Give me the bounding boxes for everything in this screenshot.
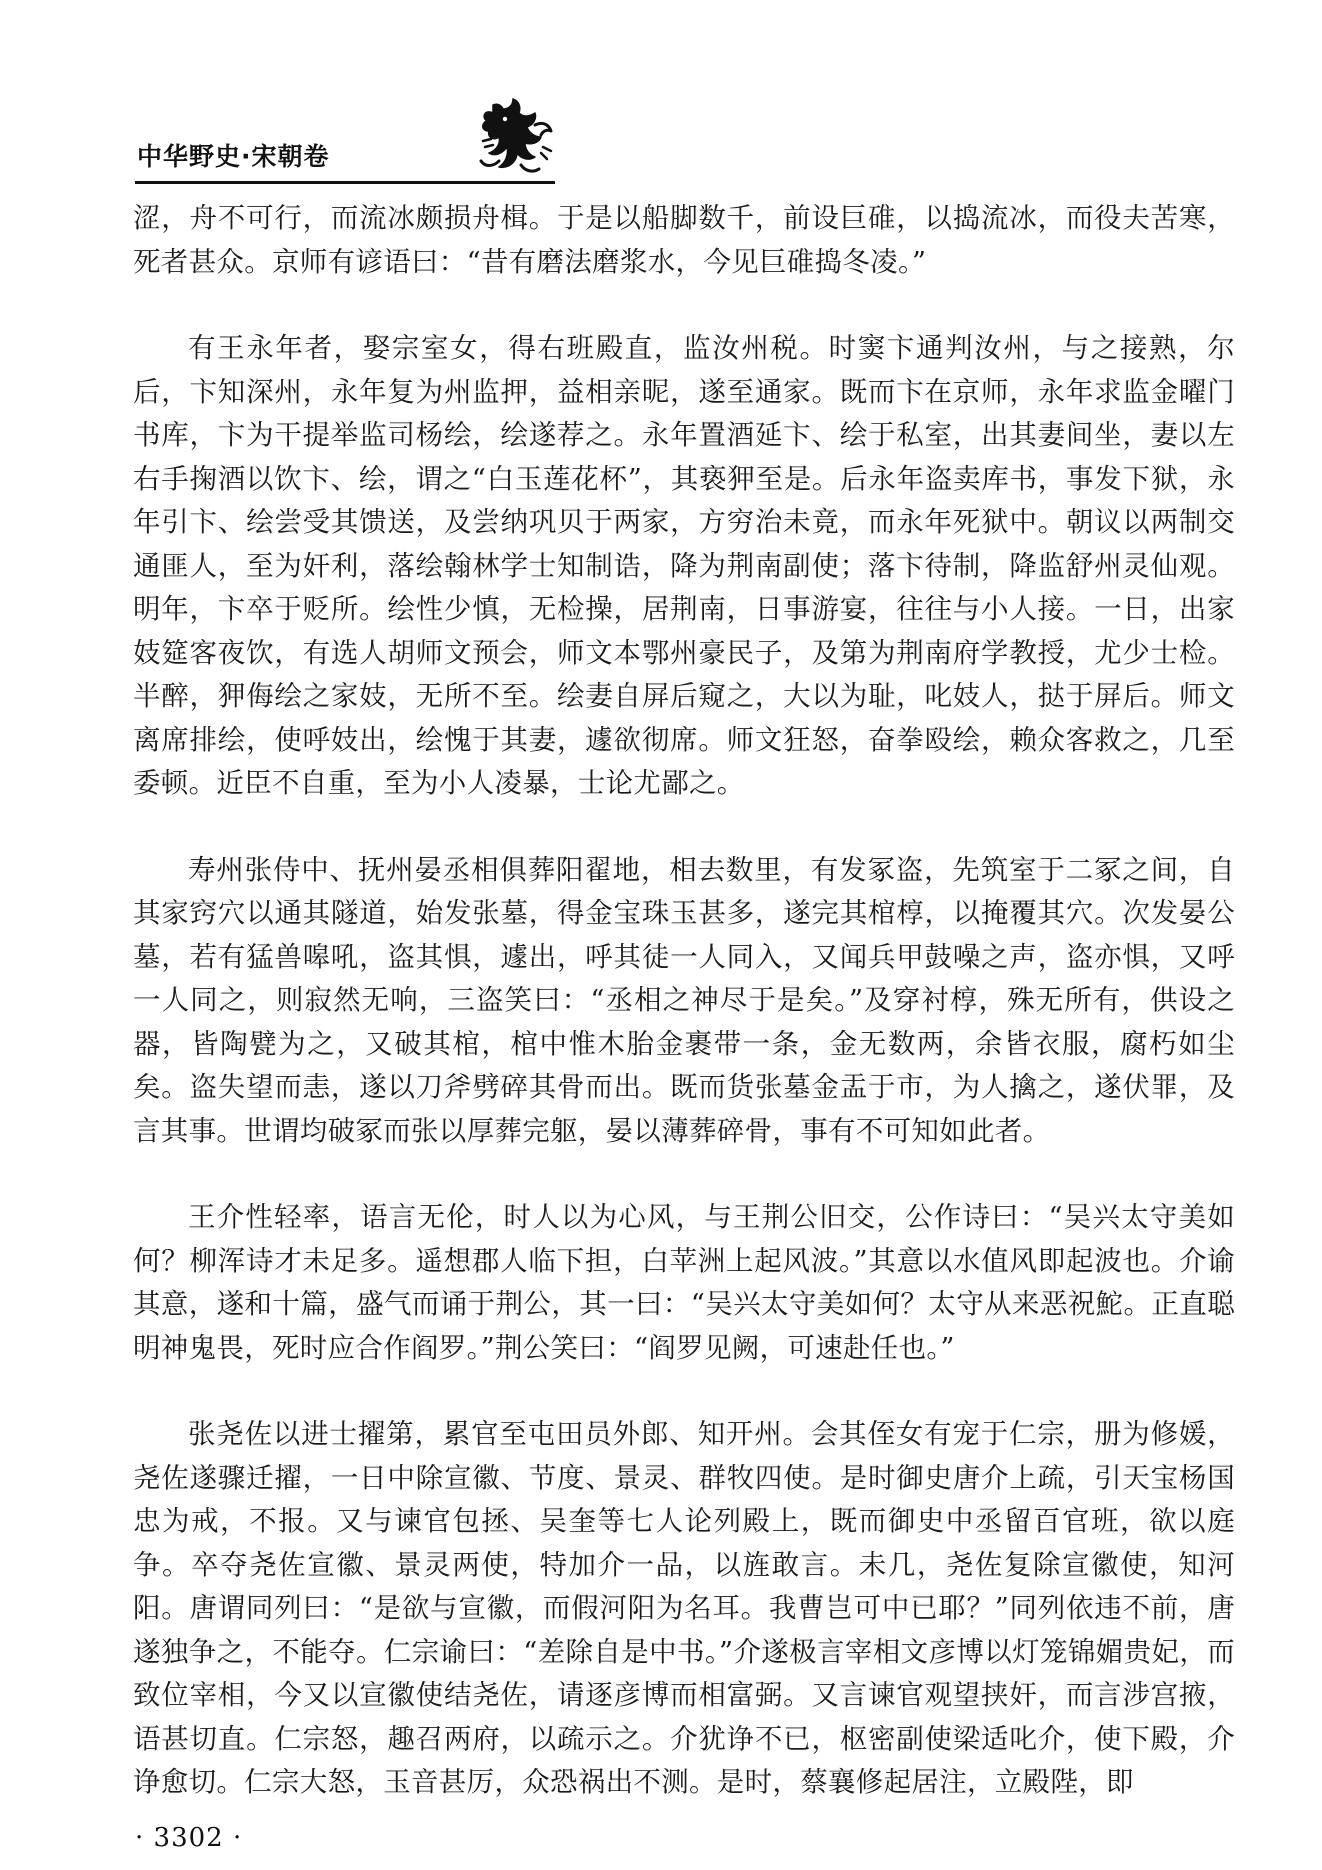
paragraph: 王介性轻率，语言无伦，时人以为心风，与王荆公旧交，公作诗曰：“吴兴太守美如何？柳浑诗才未足多。遥想郡人临下担，白苹洲上起风波。”其意以水值风即起波也。介谕其意，遂和十篇，盛气而诵于荆公，其一曰：“吴兴太守美如何？太守从来恶祝鮀。正直聪明神鬼畏，死时应合作阎罗。”荆公笑曰：“阎罗见阙，可速赴任也。”: [133, 1201, 1235, 1364]
paragraph: 有王永年者，娶宗室女，得右班殿直，监汝州税。时窦卞通判汝州，与之接熟，尔后，卞知深州，永年复为州监押，益相亲昵，遂至通家。既而卞在京师，永年求监金曜门书库，卞为干提举监司杨绘，绘遂荐之。永年置酒延卞、绘于私室，出其妻间坐，妻以左右手掬酒以饮卞、绘，谓之“白玉莲花杯”，其亵狎至是。后永年盗卖库书，事发下狱，永年引卞、绘尝受其馈送，及尝纳巩贝于两家，方穷治未竟，而永年死狱中。朝议以两制交通匪人，至为奸利，落绘翰林学士知制诰，降为荆南副使；落卞待制，降监舒州灵仙观。明年，卞卒于贬所。绘性少慎，无检操，居荆南，日事游宴，往往与小人接。一日，出家妓筵客夜饮，有选人胡师文预会，师文本鄂州豪民子，及第为荆南府学教授，尤少士检。半醉，狎侮绘之家妓，无所不至。绘妻自屏后窥之，大以为耻，叱妓人，挞于屏后。师文离席排绘，使呼妓出，绘愧于其妻，遽欲彻席。师文狂怒，奋拳殴绘，赖众客救之，几至委顿。近臣不自重，至为小人凌暴，士论尤鄙之。: [133, 332, 1235, 799]
paragraph: 涩，舟不可行，而流冰颇损舟楫。于是以船脚数千，前设巨碓，以捣流冰，而役夫苦寒，死者甚众。京师有谚语曰：“昔有磨法磨浆水，今见巨碓捣冬凌。”: [133, 202, 1235, 278]
page-number: · 3302 ·: [135, 1823, 243, 1853]
running-header: [135, 95, 1235, 185]
book-title: 中华野史·宋朝卷: [137, 142, 330, 171]
header-rule: [135, 181, 555, 184]
body-text: [133, 197, 1235, 1805]
paragraph: 张尧佐以进士擢第，累官至屯田员外郎、知开州。会其侄女有宠于仁宗，册为修媛，尧佐遂骤迁擢，一日中除宣徽、节度、景灵、群牧四使。是时御史唐介上疏，引天宝杨国忠为戒，不报。又与谏官包拯、吴奎等七人论列殿上，既而御史中丞留百官班，欲以庭争。卒夺尧佐宣徽、景灵两使，特加介一品，以旌敢言。未几，尧佐复除宣徽使，知河阳。唐谓同列曰：“是欲与宣徽，而假河阳为名耳。我曹岂可中已耶？”同列依违不前，唐遂独争之，不能夺。仁宗谕曰：“差除自是中书。”介遂极言宰相文彦博以灯笼锦媚贵妃，而致位宰相，今又以宣徽使结尧佐，请逐彦博而相富弼。又言谏官观望挟奸，而言涉宫掖，语甚切直。仁宗怒，趣召两府，以疏示之。介犹诤不已，枢密副使梁适叱介，使下殿，介诤愈切。仁宗大怒，玉音甚厉，众恐祸出不测。是时，蔡襄修起居注，立殿陛，即: [133, 1418, 1235, 1798]
dragon-emblem-icon: [475, 95, 557, 179]
paragraph: 寿州张侍中、抚州晏丞相俱葬阳翟地，相去数里，有发冢盗，先筑室于二冢之间，自其家窍穴以通其隧道，始发张墓，得金宝珠玉甚多，遂完其棺椁，以掩覆其穴。次发晏公墓，若有猛兽嗥吼，盗其惧，遽出，呼其徒一人同入，又闻兵甲鼓噪之声，盗亦惧，又呼一人同之，则寂然无响，三盗笑曰：“丞相之神尽于是矣。”及穿衬椁，殊无所有，供设之器，皆陶甓为之，又破其棺，棺中惟木胎金裹带一条，金无数两，余皆衣服，腐朽如尘矣。盗失望而恚，遂以刀斧劈碎其骨而出。既而货张墓金盂于市，为人擒之，遂伏罪，及言其事。世谓均破冢而张以厚葬完躯，晏以薄葬碎骨，事有不可知如此者。: [133, 853, 1235, 1147]
